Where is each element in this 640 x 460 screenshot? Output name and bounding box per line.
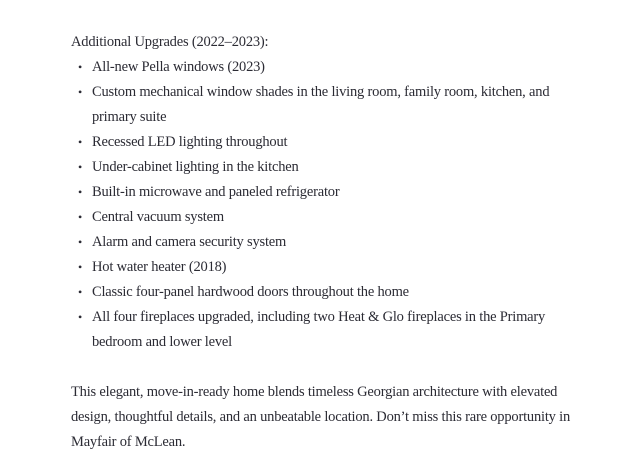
- list-item: [71, 255, 571, 280]
- list-item: [71, 280, 571, 305]
- bullet-icon: •: [78, 260, 83, 274]
- list-item-text: Alarm and camera security system: [92, 234, 287, 250]
- bullet-icon: •: [78, 285, 83, 299]
- bullet-icon: •: [78, 310, 83, 324]
- list-item-text: Hot water heater (2018): [92, 259, 227, 275]
- list-item: [71, 180, 571, 205]
- bullet-icon: •: [78, 185, 83, 199]
- bullet-icon: •: [78, 85, 83, 99]
- listing-description: [71, 30, 571, 455]
- list-item: [71, 205, 571, 230]
- list-item-text: Custom mechanical window shades in the living room, family room, kitchen, and primary suite: [92, 84, 550, 125]
- bullet-icon: •: [78, 135, 83, 149]
- bullet-icon: •: [78, 235, 83, 249]
- list-item-text: All four fireplaces upgraded, including two Heat & Glo fireplaces in the Primary bedroom and lower level: [92, 309, 546, 350]
- list-item-text: Central vacuum system: [92, 209, 224, 225]
- bullet-icon: •: [78, 210, 83, 224]
- list-item-text: Built-in microwave and paneled refrigerator: [92, 184, 340, 200]
- list-item-text: Under-cabinet lighting in the kitchen: [92, 159, 299, 175]
- list-item-text: Recessed LED lighting throughout: [92, 134, 288, 150]
- list-item: [71, 305, 571, 355]
- list-item: [71, 230, 571, 255]
- bullet-icon: •: [78, 160, 83, 174]
- upgrades-heading: Additional Upgrades (2022–2023):: [71, 34, 269, 50]
- upgrades-list: [71, 55, 571, 355]
- list-item: [71, 55, 571, 80]
- list-item-text: Classic four-panel hardwood doors throughout the home: [92, 284, 409, 300]
- list-item: [71, 130, 571, 155]
- list-item: [71, 80, 571, 130]
- list-item: [71, 155, 571, 180]
- list-item-text: All-new Pella windows (2023): [92, 59, 265, 75]
- bullet-icon: •: [78, 60, 83, 74]
- closing-paragraph: This elegant, move-in-ready home blends timeless Georgian architecture with elevated design, thoughtful details, and an unbeatable location. Don’t miss this rare opportunity in Mayfair of McLean.: [71, 384, 571, 450]
